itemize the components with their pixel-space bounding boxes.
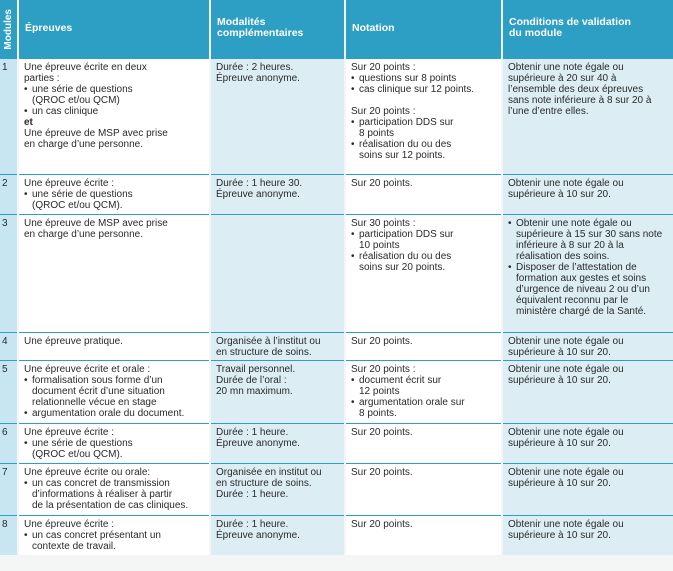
- modalites-cell: Durée : 1 heure. Épreuve anonyme.: [211, 515, 344, 555]
- module-number: 1: [0, 58, 17, 174]
- notation-cell: Sur 30 points : • participation DDS sur 10 points • réalisation du ou des soins sur 20 points.: [346, 214, 501, 332]
- notation-cell: Sur 20 points : • questions sur 8 points • cas clinique sur 12 points. Sur 20 points : • participation DDS sur 8 points • réalisation du ou des soins sur 12 points.: [346, 58, 501, 174]
- modalites-cell: Durée : 2 heures. Épreuve anonyme.: [211, 58, 344, 174]
- header-notation: Notation: [346, 0, 501, 58]
- modalites-cell: Organisée à l’institut ou en structure de soins.: [211, 332, 344, 360]
- epreuve-cell: Une épreuve pratique.: [19, 332, 209, 360]
- conditions-cell: Obtenir une note égale ou supérieure à 20 sur 40 à l’ensemble des deux épreuves sans note inférieure à 8 sur 20 à l’une d’entre elles.: [503, 58, 673, 174]
- notation-cell: Sur 20 points.: [346, 332, 501, 360]
- conditions-cell: Obtenir une note égale ou supérieure à 10 sur 20.: [503, 174, 673, 214]
- module-number: 8: [0, 515, 17, 555]
- epreuve-cell: Une épreuve écrite en deux parties : • une série de questions (QROC et/ou QCM) • un cas clinique et Une épreuve de MSP avec prise en charge d’une personne.: [19, 58, 209, 174]
- epreuve-cell: Une épreuve écrite : • une série de questions (QROC et/ou QCM).: [19, 423, 209, 463]
- module-number: 4: [0, 332, 17, 360]
- epreuve-cell: Une épreuve écrite : • un cas concret présentant un contexte de travail.: [19, 515, 209, 555]
- epreuve-cell: Une épreuve écrite : • une série de questions (QROC et/ou QCM).: [19, 174, 209, 214]
- modalites-cell: Organisée en institut ou en structure de soins. Durée : 1 heure.: [211, 463, 344, 515]
- module-number: 5: [0, 360, 17, 423]
- header-conditions: Conditions de validation du module: [503, 0, 673, 58]
- modalites-cell: Durée : 1 heure 30. Épreuve anonyme.: [211, 174, 344, 214]
- conditions-cell: Obtenir une note égale ou supérieure à 10 sur 20.: [503, 332, 673, 360]
- header-modules: Modules: [0, 0, 17, 58]
- conditions-cell: Obtenir une note égale ou supérieure à 10 sur 20.: [503, 360, 673, 423]
- epreuve-cell: Une épreuve de MSP avec prise en charge d’une personne.: [19, 214, 209, 332]
- epreuve-cell: Une épreuve écrite et orale : • formalisation sous forme d’un document écrit d’une situation relationnelle vécue en stage • argumentation orale du document.: [19, 360, 209, 423]
- modalites-cell: Travail personnel. Durée de l’oral : 20 mn maximum.: [211, 360, 344, 423]
- modalites-cell: Durée : 1 heure. Épreuve anonyme.: [211, 423, 344, 463]
- module-number: 7: [0, 463, 17, 515]
- notation-cell: Sur 20 points.: [346, 515, 501, 555]
- notation-cell: Sur 20 points.: [346, 463, 501, 515]
- conditions-cell: • Obtenir une note égale ou supérieure à 15 sur 30 sans note inférieure à 8 sur 20 à la réalisation des soins. • Disposer de l’attestation de formation aux gestes et soins d’urgence de niveau 2 ou d’un équivalent reconnu par le ministère chargé de la Santé.: [503, 214, 673, 332]
- module-number: 6: [0, 423, 17, 463]
- module-number: 3: [0, 214, 17, 332]
- epreuve-cell: Une épreuve écrite ou orale: • un cas concret de transmission d’informations à réaliser à partir de la présentation de cas cliniques.: [19, 463, 209, 515]
- conditions-cell: Obtenir une note égale ou supérieure à 10 sur 20.: [503, 515, 673, 555]
- modalites-cell: [211, 214, 344, 332]
- header-modalites: Modalités complémentaires: [211, 0, 344, 58]
- header-epreuves: Épreuves: [19, 0, 209, 58]
- module-number: 2: [0, 174, 17, 214]
- conditions-cell: Obtenir une note égale ou supérieure à 10 sur 20.: [503, 463, 673, 515]
- conditions-cell: Obtenir une note égale ou supérieure à 10 sur 20.: [503, 423, 673, 463]
- notation-cell: Sur 20 points.: [346, 423, 501, 463]
- notation-cell: Sur 20 points.: [346, 174, 501, 214]
- notation-cell: Sur 20 points : • document écrit sur 12 points • argumentation orale sur 8 points.: [346, 360, 501, 423]
